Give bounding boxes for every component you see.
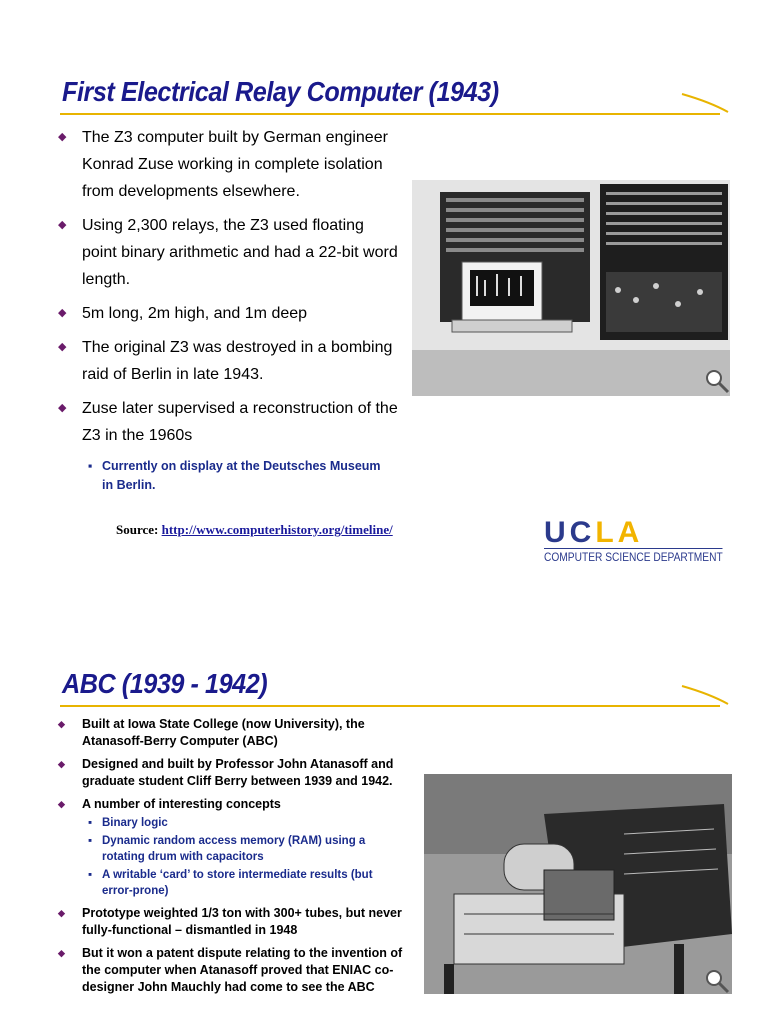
title-rule — [60, 705, 720, 707]
z3-photo — [412, 180, 730, 396]
abc-illustration — [424, 774, 732, 994]
sub-bullet-item: ▪ Binary logic — [82, 815, 382, 831]
ucla-department: COMPUTER SCIENCE DEPARTMENT — [544, 550, 723, 564]
sub-bullet-item: ▪ Currently on display at the Deutsches Museum in Berlin. — [82, 457, 382, 495]
bullet-item: ◆ 5m long, 2m high, and 1m deep — [58, 300, 403, 327]
slide-2-bullets — [58, 716, 408, 1002]
slide-1-title: First Electrical Relay Computer (1943) — [62, 76, 499, 107]
bullet-item: ◆ Designed and built by Professor John Atanasoff and graduate student Cliff Berry between 1939 and 1942. — [58, 756, 408, 790]
z3-illustration — [412, 180, 730, 396]
title-rule — [60, 113, 720, 115]
ucla-wordmark: UCLA — [544, 516, 644, 549]
source-label: Source: — [116, 522, 159, 537]
sub-bullet-item: ▪ Dynamic random access memory (RAM) using a rotating drum with capacitors — [82, 833, 382, 865]
source-link[interactable]: http://www.computerhistory.org/timeline/ — [161, 522, 393, 537]
swoosh-icon — [680, 92, 730, 116]
magnifier-icon[interactable] — [702, 366, 732, 396]
bullet-item: ◆ The Z3 computer built by German engineer Konrad Zuse working in complete isolation from developments elsewhere. — [58, 124, 403, 205]
bullet-item: ◆ Built at Iowa State College (now University), the Atanasoff-Berry Computer (ABC) — [58, 716, 408, 750]
source-line — [116, 522, 393, 538]
bullet-text: A number of interesting concepts — [82, 797, 281, 811]
abc-photo — [424, 774, 732, 994]
bullet-item: ◆ The original Z3 was destroyed in a bombing raid of Berlin in late 1943. — [58, 334, 403, 388]
slide-2-title: ABC (1939 - 1942) — [62, 668, 268, 699]
sub-bullet-item: ▪ A writable ‘card’ to store intermediate results (but error-prone) — [82, 867, 382, 899]
bullet-item: ◆ But it won a patent dispute relating to the invention of the computer when Atanasoff proved that ENIAC co-designer John Mauchly had come to see the ABC — [58, 945, 408, 996]
magnifier-icon[interactable] — [702, 966, 732, 996]
bullet-text: Zuse later supervised a reconstruction of the Z3 in the 1960s — [82, 400, 398, 444]
bullet-item — [58, 796, 408, 899]
slide-1-bullets — [58, 124, 403, 502]
bullet-item — [58, 395, 403, 495]
bullet-item: ◆ Prototype weighted 1/3 ton with 300+ tubes, but never fully-functional – dismantled in 1948 — [58, 905, 408, 939]
ucla-logo — [544, 516, 754, 564]
swoosh-icon — [680, 684, 730, 708]
bullet-item: ◆ Using 2,300 relays, the Z3 used floating point binary arithmetic and had a 22-bit word length. — [58, 212, 403, 293]
